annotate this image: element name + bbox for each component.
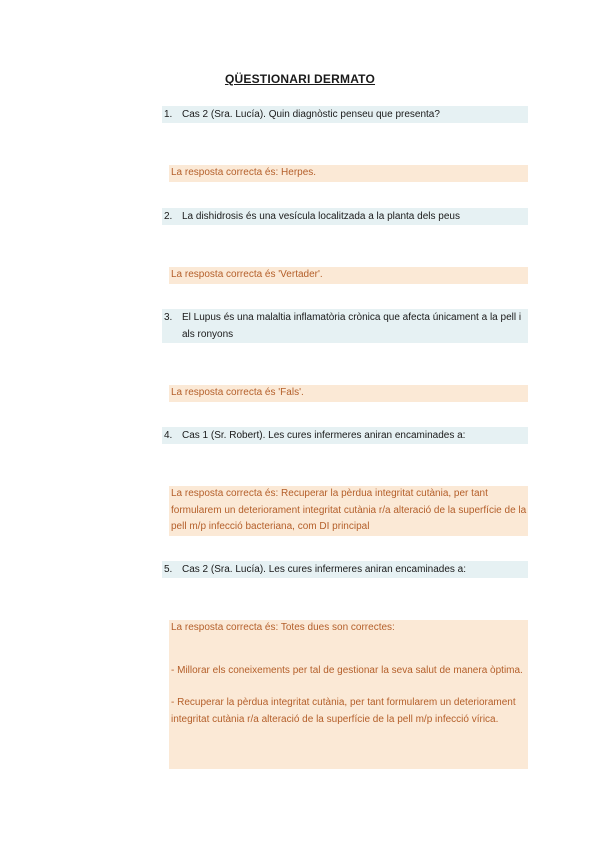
- answer-text: La resposta correcta és 'Vertader'.: [171, 269, 323, 280]
- answer-text: La resposta correcta és 'Fals'.: [171, 387, 304, 398]
- answer-1: [169, 165, 528, 182]
- answer-5: [169, 620, 528, 769]
- answer-text: La resposta correcta és: Recuperar la pèrdua integritat cutània, per tant formularem un deteriorament integritat cutània r/a alteració de la superfície de la pell m/p infecció bacteriana, com DI principal: [171, 488, 527, 532]
- question-number: 2.: [164, 211, 173, 222]
- page-title: QÜESTIONARI DERMATO: [224, 72, 376, 86]
- answer-2: [169, 267, 528, 284]
- question-5: [162, 561, 528, 578]
- question-4: [162, 427, 528, 444]
- answer-option-2: - Recuperar la pèrdua integritat cutània, per tant formularem un deteriorament integritat cutània r/a alteració de la superfície de la pell m/p infecció vírica.: [171, 697, 516, 725]
- question-text: El Lupus és una malaltia inflamatòria crònica que afecta únicament a la pell i als ronyons: [182, 312, 522, 340]
- question-number: 5.: [164, 564, 173, 575]
- question-number: 3.: [164, 312, 173, 323]
- answer-text: La resposta correcta és: Herpes.: [171, 167, 317, 178]
- answer-4: [169, 486, 528, 536]
- question-number: 1.: [164, 109, 173, 120]
- question-text: Cas 2 (Sra. Lucía). Les cures infermeres aniran encaminades a:: [182, 564, 467, 575]
- answer-3: [169, 385, 528, 402]
- question-text: Cas 1 (Sr. Robert). Les cures infermeres aniran encaminades a:: [182, 430, 466, 441]
- answer-intro: La resposta correcta és: Totes dues son correctes:: [171, 622, 395, 633]
- question-text: Cas 2 (Sra. Lucía). Quin diagnòstic penseu que presenta?: [182, 109, 440, 120]
- question-2: [162, 208, 528, 225]
- question-3: [162, 309, 528, 343]
- answer-option-1: - Millorar els coneixements per tal de gestionar la seva salut de manera òptima.: [171, 664, 523, 676]
- question-1: [162, 106, 528, 123]
- question-text: La dishidrosis és una vesícula localitzada a la planta dels peus: [182, 211, 460, 222]
- question-number: 4.: [164, 430, 173, 441]
